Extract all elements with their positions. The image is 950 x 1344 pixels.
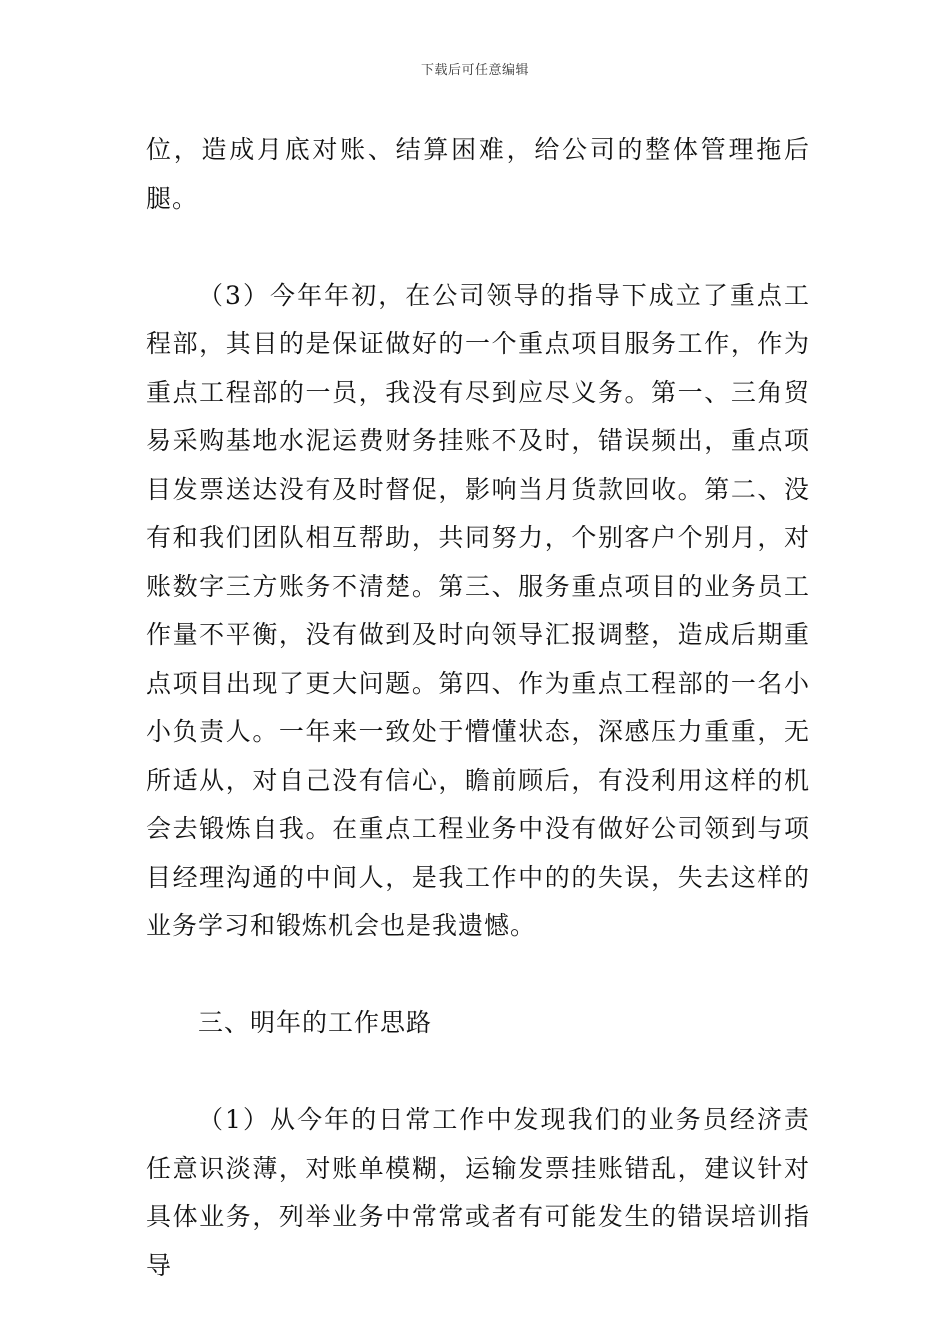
paragraph-item-1: （1）从今年的日常工作中发现我们的业务员经济责任意识淡薄，对账单模糊，运输发票挂账错乱，建议针对具体业务，列举业务中常常或者有可能发生的错误培训指导 [146, 1105, 810, 1280]
page-header: 下载后可任意编辑 [420, 63, 529, 78]
document-body [146, 126, 810, 1290]
paragraph-item-3: （3）今年年初，在公司领导的指导下成立了重点工程部，其目的是保证做好的一个重点项目服务工作，作为重点工程部的一员，我没有尽到应尽义务。第一、三角贸易采购基地水泥运费财务挂账不及时，错误频出，重点项目发票送达没有及时督促，影响当月货款回收。第二、没有和我们团队相互帮助，共同努力，个别客户个别月，对账数字三方账务不清楚。第三、服务重点项目的业务员工作量不平衡，没有做到及时向领导汇报调整，造成后期重点项目出现了更大问题。第四、作为重点工程部的一名小小负责人。一年来一致处于懵懂状态，深感压力重重，无所适从，对自己没有信心，瞻前顾后，有没利用这样的机会去锻炼自我。在重点工程业务中没有做好公司领到与项目经理沟通的中间人，是我工作中的的失误，失去这样的业务学习和锻炼机会也是我遗憾。 [146, 280, 810, 940]
section-heading: 三、明年的工作思路 [198, 1008, 433, 1037]
paragraph-continuation: 位，造成月底对账、结算困难，给公司的整体管理拖后腿。 [146, 135, 810, 213]
